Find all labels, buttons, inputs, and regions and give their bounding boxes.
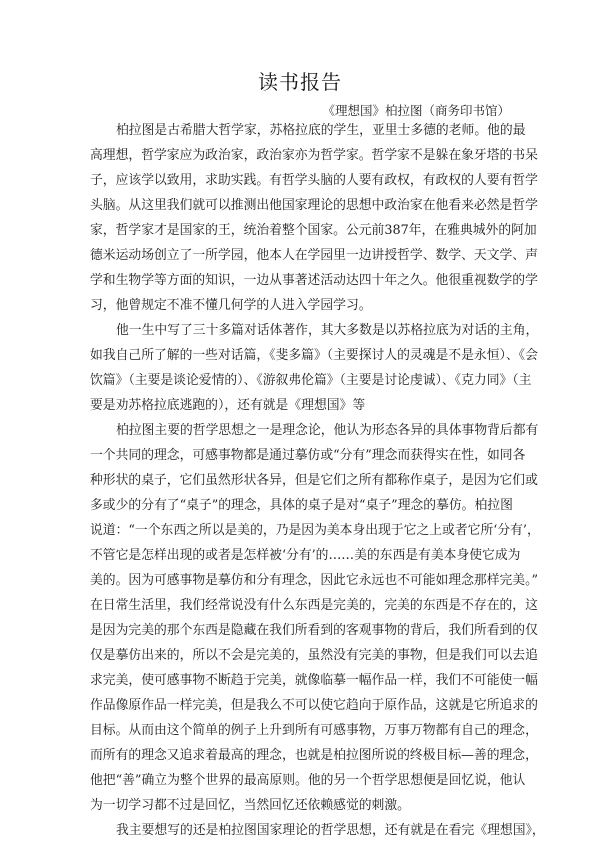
report-title: 读书报告 (258, 70, 342, 94)
paragraph-line: 不管它是怎样出现的或者是怎样被‘分有’的……美的东西是有美本身使它成为 (90, 548, 521, 563)
paragraph-line: 为一切学习都不过是回忆，当然回忆还依赖感觉的刺激。 (90, 798, 410, 813)
paragraph-line: 一个共同的理念，可感事物都是通过摹仿或“分有”理念而获得实在性，如同各 (90, 448, 526, 463)
paragraph-line: 子，应该学以致用，求助实践。有哲学头脑的人要有政权，有政权的人要有哲学 (90, 173, 538, 188)
paragraph-line: 饮篇》（主要是谈论爱情的）、《游叙弗伦篇》（主要是讨论虔诚）、《克力同》（主 (90, 373, 532, 388)
paragraph-line: 目标。从而由这个简单的例子上升到所有可感事物，万事万物都有自己的理念， (90, 723, 538, 738)
paragraph-line: 德米运动场创立了一所学园，他本人在学园里一边讲授哲学、数学、天文学、声 (90, 248, 538, 263)
paragraph-line: 而所有的理念又追求着最高的理念，也就是柏拉图所说的终极目标—善的理念， (90, 748, 538, 763)
paragraph-line: 如我自己所了解的一些对话篇，《斐多篇》（主要探讨人的灵魂是不是永恒）、《会 (90, 348, 538, 363)
paragraph-line: 习，他曾规定不准不懂几何学的人进入学园学习。 (90, 298, 372, 313)
paragraph-line: 我主要想写的还是柏拉图国家理论的哲学思想，还有就是在看完《理想国》， (116, 823, 545, 838)
paragraph-line: 多或少的分有了“桌子”的理念，具体的桌子是对“桌子”理念的摹仿。柏拉图 (90, 498, 513, 513)
paragraph-line: 作品像原作品一样完美，但是我么不可以使它趋向于原作品，这就是它所追求的 (90, 698, 538, 713)
paragraph-line: 高理想，哲学家应为政治家，政治家亦为哲学家。哲学家不是躲在象牙塔的书呆 (90, 148, 538, 163)
paragraph-line: 他一生中写了三十多篇对话体著作，其大多数是以苏格拉底为对话的主角， (116, 323, 539, 338)
paragraph-line: 头脑。从这里我们就可以推测出他国家理论的思想中政治家在他看来必然是哲学 (90, 198, 538, 213)
paragraph-line: 是因为完美的那个东西是隐藏在我们所看到的客观事物的背后，我们所看到的仅 (90, 623, 538, 638)
paragraph-line: 美的。因为可感事物是摹仿和分有理念，因此它永远也不可能如理念那样完美。” (90, 573, 539, 588)
paragraph-line: 他把“善”确立为整个世界的最高原则。他的另一个哲学思想便是回忆说，他认 (90, 773, 526, 788)
book-citation: 《理想国》柏拉图（商务印书馆） (322, 103, 510, 118)
paragraph-line: 家，哲学家才是国家的王，统治着整个国家。公元前387年，在雅典城外的阿加 (90, 223, 537, 238)
paragraph-line: 种形状的桌子，它们虽然形状各异，但是它们之所有都称作桌子，是因为它们或 (90, 473, 538, 488)
paragraph-line: 仅是摹仿出来的，所以不会是完美的，虽然没有完美的事物，但是我们可以去追 (90, 648, 538, 663)
paragraph-line: 学和生物学等方面的知识，一边从事著述活动达四十年之久。他很重视数学的学 (90, 273, 538, 288)
paragraph-line: 在日常生活里，我们经常说没有什么东西是完美的，完美的东西是不存在的，这 (90, 598, 538, 613)
paragraph-line: 求完美，使可感事物不断趋于完美，就像临摹一幅作品一样，我们不可能使一幅 (90, 673, 538, 688)
paragraph-line: 柏拉图主要的哲学思想之一是理念论，他认为形态各异的具体事物背后都有 (116, 423, 539, 438)
paragraph-line: 说道：“一个东西之所以是美的，乃是因为美本身出现于它之上或者它所‘分有’， (90, 523, 540, 538)
paragraph-line: 要是劝苏格拉底逃跑的），还有就是《理想国》等 (90, 398, 366, 413)
paragraph-line: 柏拉图是古希腊大哲学家，苏格拉底的学生，亚里士多德的老师。他的最 (116, 123, 526, 138)
